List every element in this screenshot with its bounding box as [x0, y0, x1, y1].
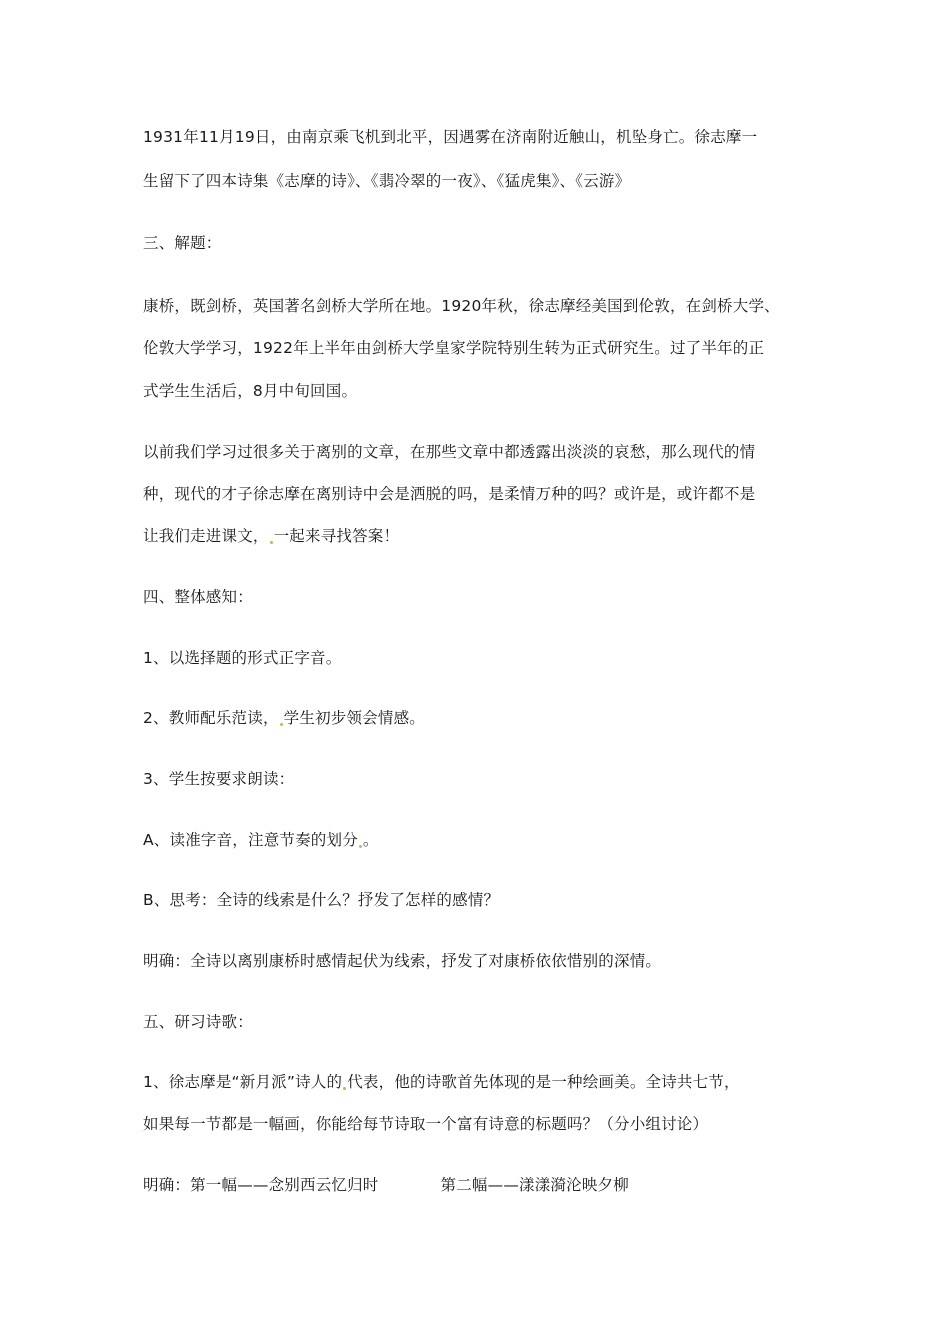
answer-title-2: 第二幅——漾漾漪沦映夕柳: [440, 1176, 629, 1194]
section-4-item-2: [143, 708, 813, 728]
section-5-heading: 五、研习诗歌：: [143, 1013, 253, 1031]
section-4-item-3: 3、学生按要求朗读：: [143, 770, 295, 788]
answer-title-1: 明确：第一幅——念别西云忆归时: [143, 1176, 379, 1194]
item-2-part-b: 学生初步领会情感。: [283, 709, 425, 727]
section-5-item-1-line-1: [143, 1072, 813, 1092]
section-5-answer: [143, 1175, 813, 1195]
para-2-line-3-part-a: 让我们走进课文，: [143, 527, 269, 545]
annotation-dot: [343, 1087, 346, 1090]
section-3-heading: 三、解题：: [143, 234, 222, 252]
item-a-part-b: 。: [362, 831, 379, 849]
section-3-para-2-line-1: 以前我们学习过很多关于离别的文章，在那些文章中都透露出淡淡的哀愁，那么现代的情: [143, 443, 756, 461]
section-5-item-1-line-2: 如果每一节都是一幅画，你能给每节诗取一个富有诗意的标题吗？（分小组讨论）: [143, 1115, 709, 1133]
item-1-line-1-part-a: 1、徐志摩是“新月派”诗人的: [143, 1073, 343, 1091]
section-3-para-2-line-2: 种，现代的才子徐志摩在离别诗中会是洒脱的吗，是柔情万种的吗？或许是，或许都不是: [143, 485, 756, 503]
section-3-para-2-line-3: [143, 526, 813, 546]
intro-line-1: 1931年11月19日，由南京乘飞机到北平，因遇雾在济南附近触山，机坠身亡。徐志摩一: [143, 128, 758, 146]
section-4-answer: 明确：全诗以离别康桥时感情起伏为线索，抒发了对康桥依依惜别的深情。: [143, 952, 662, 970]
annotation-dot: [270, 541, 273, 544]
annotation-dot: [280, 723, 283, 726]
section-3-para-1-line-1: 康桥，既剑桥，英国著名剑桥大学所在地。1920年秋，徐志摩经美国到伦敦，在剑桥大学、: [143, 297, 780, 315]
section-4-heading: 四、整体感知：: [143, 588, 253, 606]
item-2-part-a: 2、教师配乐范读，: [143, 709, 279, 727]
section-3-para-1-line-3: 式学生生活后，8月中旬回国。: [143, 382, 358, 400]
item-a-part-a: A、读准字音，注意节奏的划分: [143, 831, 358, 849]
section-4-item-1: 1、以选择题的形式正字音。: [143, 649, 342, 667]
para-2-line-3-part-b: 一起来寻找答案！: [273, 527, 400, 545]
item-1-line-1-part-b: 代表，他的诗歌首先体现的是一种绘画美。全诗共七节，: [347, 1073, 740, 1091]
intro-line-2: 生留下了四本诗集《志摩的诗》、《翡冷翠的一夜》、《猛虎集》、《云游》: [143, 172, 631, 190]
section-4-item-b: B、思考：全诗的线索是什么？抒发了怎样的感情？: [143, 891, 500, 909]
section-4-item-a: [143, 830, 813, 850]
section-3-para-1-line-2: 伦敦大学学习，1922年上半年由剑桥大学皇家学院特别生转为正式研究生。过了半年的正: [143, 339, 765, 357]
annotation-dot: [359, 845, 362, 848]
